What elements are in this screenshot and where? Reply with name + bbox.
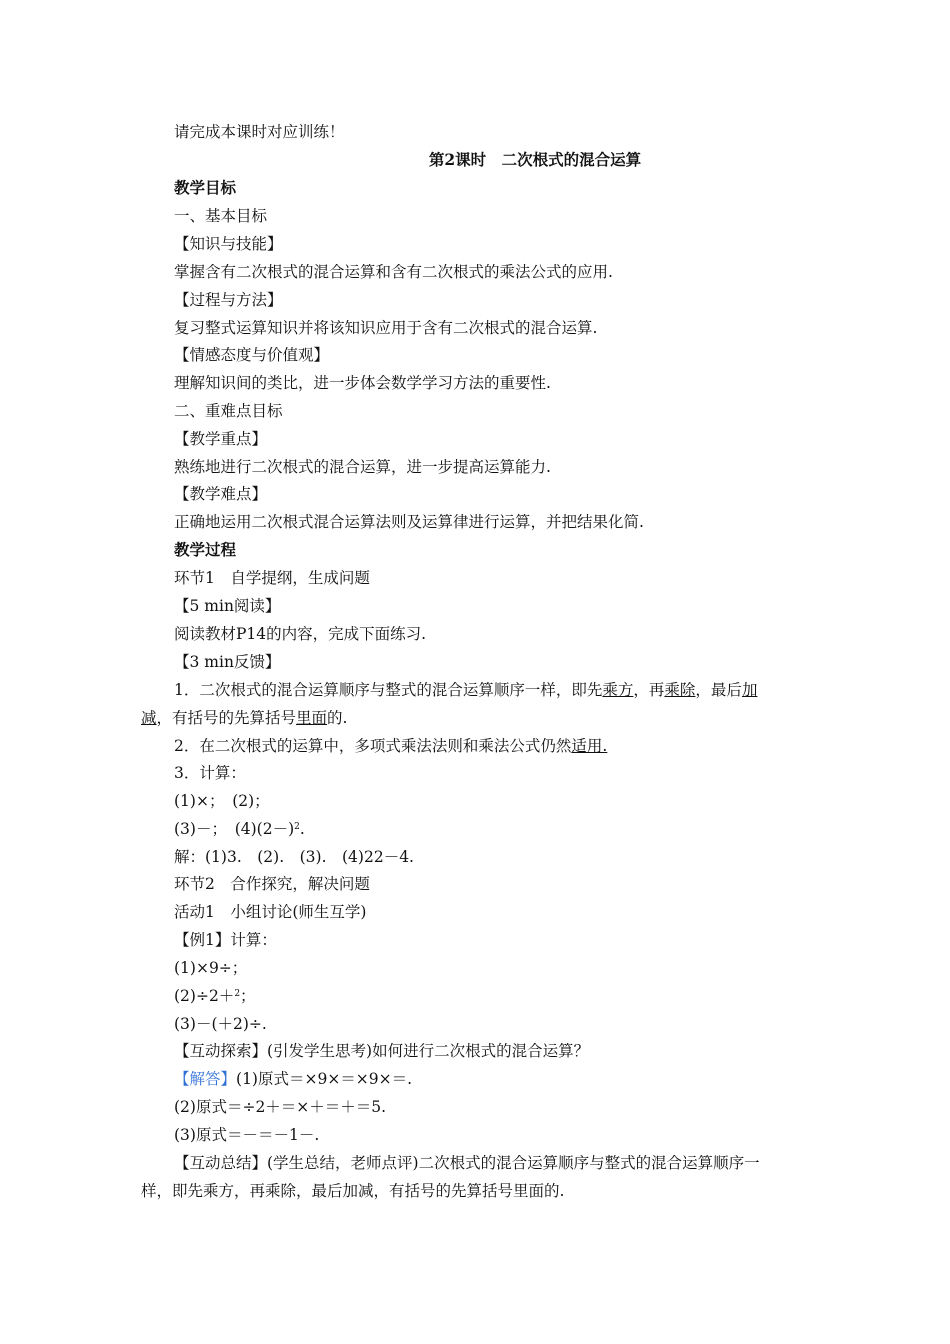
process-method-text: 复习整式运算知识并将该知识应用于含有二次根式的混合运算.	[174, 319, 598, 337]
summary-line1: 【互动总结】(学生总结，老师点评)二次根式的混合运算顺序与整式的混合运算顺序一	[174, 1154, 760, 1172]
step2-heading: 环节2 合作探究，解决问题	[174, 875, 370, 893]
question2: 2．在二次根式的运算中，多项式乘法法则和乘法公式仍然适用.	[174, 737, 608, 755]
blank-answer-power: 乘方	[602, 681, 634, 699]
question3-items-2: (3)－； $(4)(2-)^2$.	[174, 820, 305, 838]
page-title: 第2课时 二次根式的混合运算	[428, 150, 642, 169]
goals-heading: 教学目标	[174, 178, 237, 197]
blank-answer-subtract: 减	[141, 709, 157, 727]
step1-heading: 环节1 自学提纲，生成问题	[174, 569, 370, 587]
example1-heading: 【例1】计算：	[174, 931, 277, 949]
blank-answer-add: 加	[741, 681, 758, 699]
question3-items-1: (1)×； (2)；	[174, 792, 270, 810]
question1-line2: 减，有括号的先算括号里面的.	[141, 709, 348, 727]
question3-answer: 解：(1)3. (2). (3). (4)22－4.	[174, 848, 414, 866]
emotion-tag: 【情感态度与价值观】	[174, 346, 330, 364]
question1-line1: 1．二次根式的混合运算顺序与整式的混合运算顺序一样，即先乘方，再乘除，最后加	[174, 681, 758, 699]
solution-line3: (3)原式＝－＝－1－.	[174, 1126, 320, 1144]
interactive-explore: 【互动探索】(引发学生思考)如何进行二次根式的混合运算？	[174, 1042, 590, 1060]
key-point-text: 熟练地进行二次根式的混合运算，进一步提高运算能力.	[174, 458, 551, 476]
blank-answer-muldiv: 乘除	[664, 681, 696, 699]
knowledge-text: 掌握含有二次根式的混合运算和含有二次根式的乘法公式的应用.	[174, 263, 613, 281]
summary-line2: 样，即先乘方，再乘除，最后加减，有括号的先算括号里面的.	[141, 1182, 565, 1200]
reading-text: 阅读教材P14的内容，完成下面练习.	[174, 625, 427, 643]
process-method-tag: 【过程与方法】	[174, 291, 283, 309]
difficulty-tag: 【教学难点】	[174, 485, 268, 503]
solution-tag: 【解答】	[174, 1070, 237, 1088]
example1-item2: (2)÷2＋$^2$；	[174, 987, 256, 1005]
emotion-text: 理解知识间的类比，进一步体会数学学习方法的重要性.	[174, 374, 551, 392]
blank-answer-applicable: 适用.	[571, 737, 608, 755]
example1-item3: (3)－(＋2)÷.	[174, 1015, 267, 1033]
key-point-tag: 【教学重点】	[174, 430, 268, 448]
key-difficulty-heading: 二、重难点目标	[174, 402, 283, 420]
difficulty-text: 正确地运用二次根式混合运算法则及运算律进行运算，并把结果化简.	[174, 513, 644, 531]
knowledge-tag: 【知识与技能】	[174, 235, 283, 253]
intro-text: 请完成本课时对应训练！	[174, 123, 345, 141]
question3: 3．计算：	[174, 764, 246, 782]
blank-answer-inside: 里面	[296, 709, 328, 727]
activity1-heading: 活动1 小组讨论(师生互学)	[174, 903, 367, 921]
process-heading: 教学过程	[174, 540, 237, 559]
example1-item1: (1)×9÷；	[174, 959, 248, 977]
basic-goal-heading: 一、基本目标	[174, 207, 268, 225]
feedback-tag: 【3 min反馈】	[174, 653, 281, 671]
solution-line2: (2)原式＝÷2＋＝×＋＝＋＝5.	[174, 1098, 387, 1116]
reading-tag: 【5 min阅读】	[174, 597, 281, 615]
solution-line1: 【解答】(1)原式＝×9×＝×9×＝.	[174, 1070, 413, 1088]
